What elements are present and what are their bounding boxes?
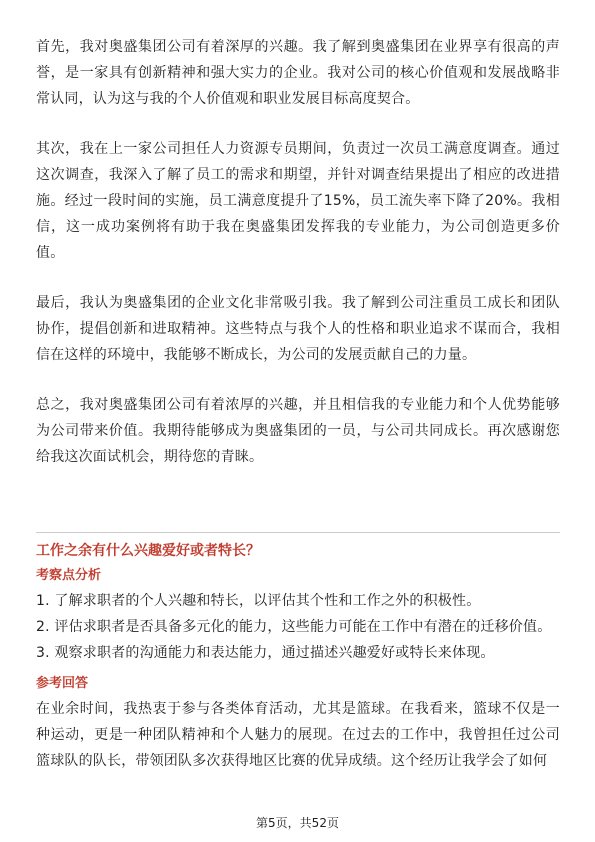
list-item: 3. 观察求职者的沟通能力和表达能力，通过描述兴趣爱好或特长来体现。 <box>36 645 495 661</box>
analysis-list <box>36 588 560 666</box>
paragraph-third: 最后，我认为奥盛集团的企业文化非常吸引我。我了解到公司注重员工成长和团队协作，提倡创新和进取精神。这些特点与我个人的性格和职业追求不谋而合，我相信在这样的环境中，我能够不断成长，为公司的发展贡献自己的力量。 <box>36 295 560 363</box>
section-divider <box>36 532 560 533</box>
page-number: 第5页，共52页 <box>256 816 339 830</box>
list-item: 1. 了解求职者的个人兴趣和特长，以评估其个性和工作之外的积极性。 <box>36 593 481 609</box>
paragraph-second: 其次，我在上一家公司担任人力资源专员期间，负责过一次员工满意度调查。通过这次调查，我深入了解了员工的需求和期望，并针对调查结果提出了相应的改进措施。经过一段时间的实施，员工满意度提升了15%，员工流失率下降了20%。我相信，这一成功案例将有助于我在奥盛集团发挥我的专业能力，为公司创造更多价值。 <box>36 141 560 261</box>
answer-label: 参考回答 <box>36 676 89 691</box>
analysis-label: 考察点分析 <box>36 568 102 583</box>
paragraph-summary: 总之，我对奥盛集团公司有着浓厚的兴趣，并且相信我的专业能力和个人优势能够为公司带来价值。我期待能够成为奥盛集团的一员，与公司共同成长。再次感谢您给我这次面试机会，期待您的青睐。 <box>36 397 560 465</box>
paragraph-first: 首先，我对奥盛集团公司有着深厚的兴趣。我了解到奥盛集团在业界享有很高的声誉，是一家具有创新精神和强大实力的企业。我对公司的核心价值观和发展战略非常认同，认为这与我的个人价值观和职业发展目标高度契合。 <box>36 39 560 107</box>
answer-paragraph: 在业余时间，我热衷于参与各类体育活动，尤其是篮球。在我看来，篮球不仅是一种运动，更是一种团队精神和个人魅力的展现。在过去的工作中，我曾担任过公司篮球队的队长，带领团队多次获得地区比赛的优异成绩。这个经历让我学会了如何 <box>36 701 560 769</box>
question-section <box>36 540 560 774</box>
answer-continuation <box>36 34 560 494</box>
list-item: 2. 评估求职者是否具备多元化的能力，这些能力可能在工作中有潜在的迁移价值。 <box>36 619 552 635</box>
question-title: 工作之余有什么兴趣爱好或者特长？ <box>36 543 260 559</box>
